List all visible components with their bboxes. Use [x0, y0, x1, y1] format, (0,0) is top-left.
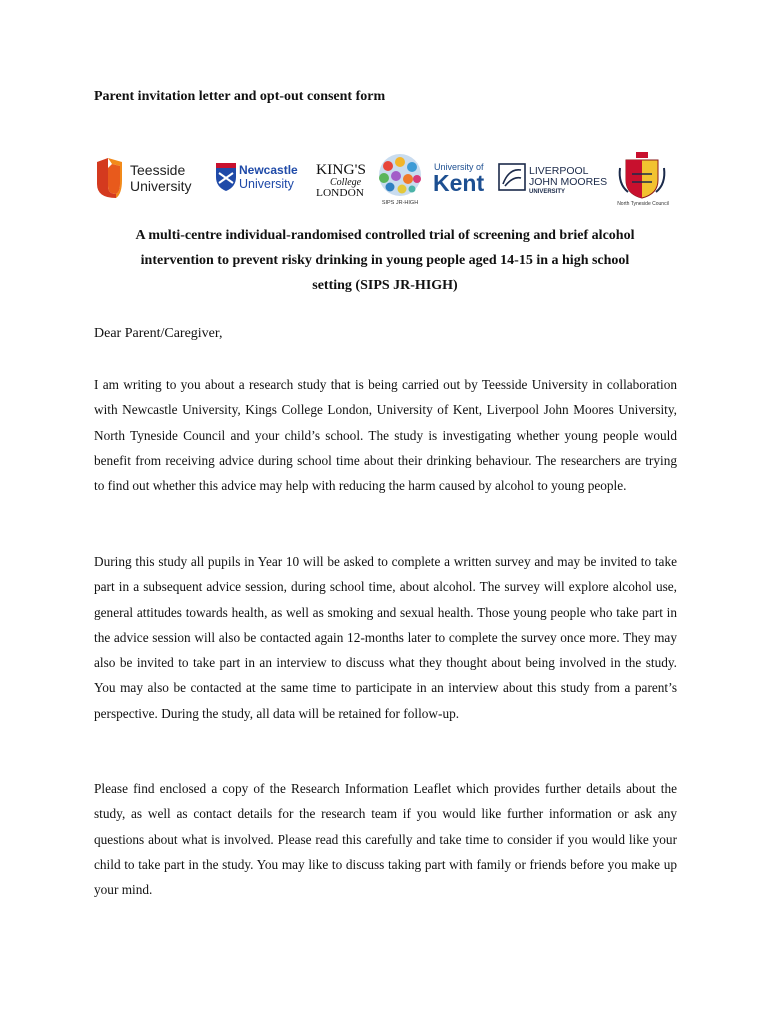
ljmu-name-line2: JOHN MOORES [529, 176, 608, 188]
study-title-line1: A multi-centre individual-randomised controlled trial of screening and brief alcohol [135, 228, 635, 243]
study-title-line2: intervention to prevent risky drinking in young people aged 14-15 in a high school [140, 253, 630, 268]
north-tyneside-caption: North Tyneside Council [617, 201, 669, 207]
ljmu-name-line1: LIVERPOOL [529, 165, 589, 177]
study-title [94, 223, 676, 298]
sips-collage-icon [379, 154, 421, 196]
liverpool-john-moores-university-logo [497, 150, 607, 208]
kings-name-line1: KING'S [316, 162, 366, 178]
study-title-line3: setting (SIPS JR-HIGH) [312, 278, 458, 293]
paragraph-information-leaflet: Please find enclosed a copy of the Research Information Leaflet which provides further details about the study, as well as contact details for the research team if you would like further information or ask any questions about what is involved. Please read this carefully and take time to consider if you would like your child to take part in the study. You may like to discuss taking part with family or friends before you make up your mind. [94, 781, 677, 898]
kent-name-line2: Kent [433, 170, 485, 196]
document-heading: Parent invitation letter and opt-out consent form [94, 89, 386, 104]
partner-logos [94, 150, 676, 208]
ljmu-name-line3: UNIVERSITY [529, 189, 566, 195]
north-tyneside-council-logo [614, 150, 676, 208]
teesside-university-logo [94, 150, 212, 208]
newcastle-name-line1: Newcastle [239, 163, 298, 177]
paragraph-introduction: I am writing to you about a research study that is being carried out by Teesside University in collaboration with Newcastle University, Kings College London, University of Kent, Liverpool John Moores University, North Tyneside Council and your child’s school. The study is investigating whether young people would benefit from receiving advice during school time about their drinking behaviour. The researchers are trying to find out whether this advice may help with reducing the harm caused by alcohol to young people. [94, 377, 677, 494]
kent-name-line1: University of [434, 162, 484, 172]
university-of-kent-logo [433, 150, 493, 208]
north-tyneside-crest-icon [620, 152, 665, 198]
salutation: Dear Parent/Caregiver, [94, 326, 223, 341]
kings-name-line3: LONDON [316, 188, 364, 199]
newcastle-crest-icon [216, 163, 236, 191]
paragraph-study-procedure: During this study all pupils in Year 10 will be asked to complete a written survey and may be invited to take part in a subsequent advice session, during school time, about alcohol. The survey will explore alcohol use, general attitudes towards health, as well as smoking and sexual health. Those young people who take part in the advice session will also be contacted again 12-months later to complete the survey once more. They may also be invited to take part in an interview to discuss what they thought about being involved in the study. You may also be contacted at the same time to participate in an interview about this study from a parent’s perspective. During the study, all data will be retained for follow-up. [94, 554, 677, 721]
newcastle-name-line2: University [239, 177, 294, 191]
teesside-emblem-icon [97, 158, 122, 198]
kings-college-london-logo [314, 150, 368, 208]
kings-name-line2: College [330, 177, 362, 188]
teesside-name-line2: University [130, 178, 192, 194]
teesside-name-line1: Teesside [130, 162, 186, 178]
sips-jr-high-logo [370, 150, 430, 208]
newcastle-university-logo [215, 150, 311, 208]
sips-caption: SIPS JR-HIGH [381, 200, 419, 206]
ljmu-emblem-icon [499, 164, 525, 190]
